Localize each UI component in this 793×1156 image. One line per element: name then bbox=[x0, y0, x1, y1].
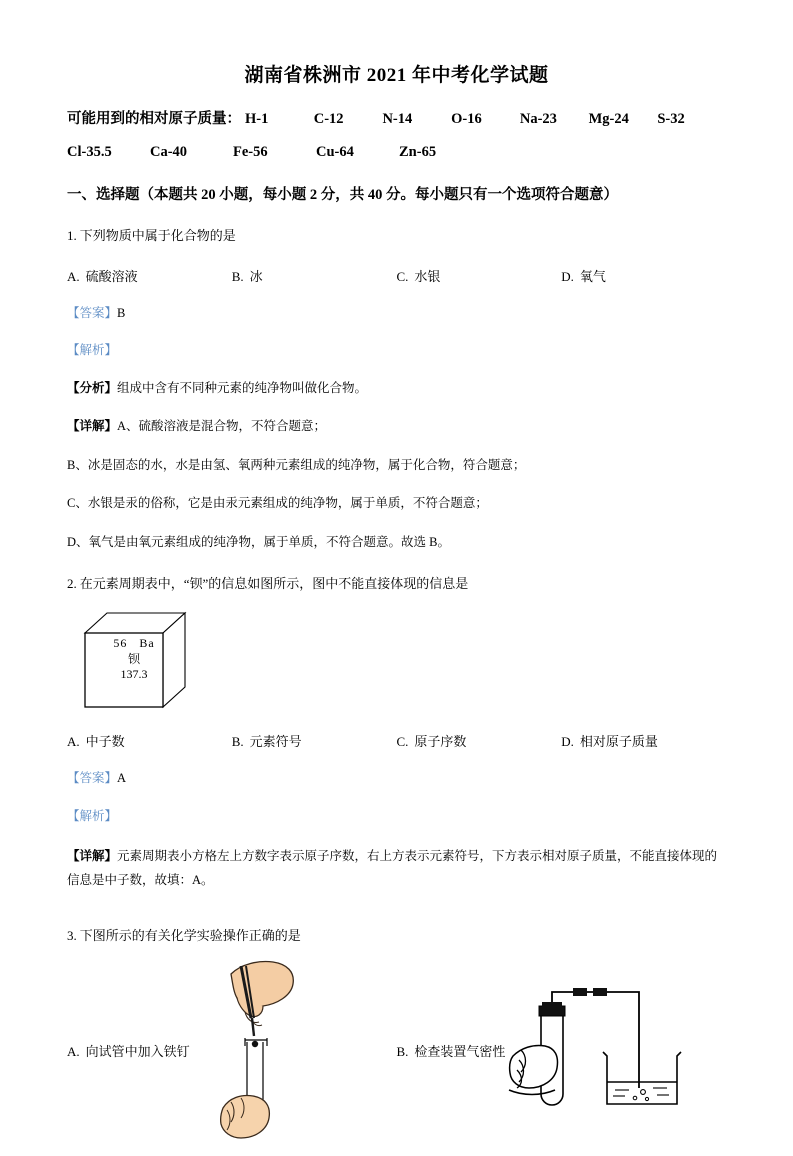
atomic-mass-item: Na-23 bbox=[519, 111, 557, 127]
question-1-stem bbox=[67, 226, 726, 246]
fenxi-marker: 【分析】 bbox=[67, 381, 118, 395]
page-title: 湖南省株洲市 2021 年中考化学试题 bbox=[244, 65, 549, 86]
atomic-mass-item: C-12 bbox=[313, 111, 344, 127]
question-number: 3. bbox=[67, 928, 77, 944]
option-d[interactable] bbox=[561, 266, 726, 285]
question-1-detail-d: D、氧气是由氧元素组成的纯净物，属于单质，不符合题意。故选 B。 bbox=[67, 534, 450, 549]
xiangjie-marker: 【详解】 bbox=[67, 419, 118, 434]
question-text: 下图所示的有关化学实验操作正确的是 bbox=[79, 928, 301, 944]
question-2-detail bbox=[67, 845, 726, 893]
question-3-figures bbox=[67, 956, 726, 1156]
atomic-number: 56 bbox=[113, 636, 128, 651]
atomic-mass-item: Mg-24 bbox=[588, 111, 629, 127]
question-number: 2. bbox=[67, 575, 77, 591]
option-label: D. bbox=[561, 268, 574, 284]
atomic-mass-item: O-16 bbox=[451, 111, 482, 127]
option-a[interactable] bbox=[67, 1041, 397, 1060]
element-relative-mass: 137.3 bbox=[120, 667, 148, 682]
answer-value: A bbox=[117, 771, 127, 786]
element-cube-icon bbox=[77, 611, 192, 711]
question-1-detail-c: C、水银是汞的俗称，它是由汞元素组成的纯净物，属于单质，不符合题意； bbox=[67, 496, 488, 511]
option-text: 相对原子质量 bbox=[579, 734, 658, 750]
answer-value: B bbox=[117, 305, 126, 320]
atomic-mass-line-1 bbox=[67, 107, 726, 128]
xiangjie-marker: 【详解】 bbox=[67, 848, 118, 863]
question-1-analysis bbox=[67, 379, 726, 398]
analysis-marker: 【解析】 bbox=[67, 809, 118, 824]
atomic-mass-label: 可能用到的相对原子质量： bbox=[67, 111, 241, 127]
question-2-answer bbox=[67, 769, 726, 788]
option-label: D. bbox=[561, 734, 574, 750]
question-2-options bbox=[67, 731, 726, 750]
option-label: A. bbox=[67, 734, 80, 750]
option-text: 元素符号 bbox=[249, 734, 302, 750]
option-text: 检查装置气密性 bbox=[414, 1043, 506, 1059]
option-c[interactable] bbox=[397, 731, 562, 750]
option-c[interactable] bbox=[397, 266, 562, 285]
option-a[interactable] bbox=[67, 731, 232, 750]
option-label: C. bbox=[396, 268, 409, 284]
atomic-mass-item: Fe-56 bbox=[233, 144, 268, 160]
element-cube-text bbox=[85, 636, 183, 682]
option-label: C. bbox=[396, 734, 409, 750]
atomic-mass-item: Ca-40 bbox=[150, 144, 188, 160]
question-3-option-labels bbox=[67, 1041, 726, 1060]
option-b[interactable] bbox=[397, 1041, 727, 1060]
question-number: 1. bbox=[67, 228, 77, 243]
answer-marker: 【答案】 bbox=[67, 305, 118, 320]
question-1-options bbox=[67, 266, 726, 285]
option-text: 硫酸溶液 bbox=[85, 268, 138, 284]
option-a[interactable] bbox=[67, 266, 232, 285]
atomic-mass-item: N-14 bbox=[382, 111, 413, 127]
option-label: A. bbox=[67, 268, 80, 284]
question-text: 在元素周期表中，“钡”的信息如图所示，图中不能直接体现的信息是 bbox=[79, 575, 469, 591]
section-heading: 一、选择题（本题共 20 小题，每小题 2 分，共 40 分。每小题只有一个选项符合题意） bbox=[67, 187, 618, 203]
option-text: 冰 bbox=[249, 268, 263, 284]
atomic-mass-line-2 bbox=[67, 144, 726, 161]
option-label: B. bbox=[231, 268, 244, 284]
atomic-mass-item: S-32 bbox=[657, 111, 685, 127]
option-text: 中子数 bbox=[85, 734, 125, 750]
option-text: 原子序数 bbox=[414, 734, 467, 750]
element-box-figure bbox=[67, 611, 726, 711]
analysis-marker: 【解析】 bbox=[67, 343, 118, 358]
element-symbol: Ba bbox=[139, 636, 155, 651]
question-2-stem bbox=[67, 574, 726, 594]
atomic-mass-item: H-1 bbox=[245, 111, 269, 127]
atomic-mass-item: Cl-35.5 bbox=[67, 144, 112, 160]
option-label: B. bbox=[396, 1043, 409, 1059]
detail-text: A、硫酸溶液是混合物，不符合题意； bbox=[117, 419, 327, 434]
question-1-detail-a bbox=[67, 417, 726, 436]
question-1-analysis-marker bbox=[67, 341, 726, 360]
option-text: 氧气 bbox=[579, 268, 606, 284]
question-3-stem bbox=[67, 926, 726, 946]
element-number-symbol bbox=[85, 636, 183, 651]
answer-marker: 【答案】 bbox=[67, 771, 118, 786]
question-1-detail-b: B、冰是固态的水，水是由氢、氧两种元素组成的纯净物，属于化合物，符合题意； bbox=[67, 457, 526, 472]
detail-text: 元素周期表小方格左上方数字表示原子序数，右上方表示元素符号，下方表示相对原子质量，不能直接体现的信息是中子数，故填：A。 bbox=[67, 848, 718, 887]
question-text: 下列物质中属于化合物的是 bbox=[79, 228, 236, 243]
question-2-analysis-marker bbox=[67, 807, 726, 826]
option-label: B. bbox=[231, 734, 244, 750]
option-text: 水银 bbox=[414, 268, 441, 284]
analysis-text: 组成中含有不同种元素的纯净物叫做化合物。 bbox=[117, 381, 368, 395]
option-b[interactable] bbox=[232, 731, 397, 750]
option-b[interactable] bbox=[232, 266, 397, 285]
question-1-answer bbox=[67, 304, 726, 323]
option-text: 向试管中加入铁钉 bbox=[85, 1043, 190, 1059]
element-chinese-name: 钡 bbox=[127, 651, 140, 666]
option-d[interactable] bbox=[561, 731, 726, 750]
atomic-mass-item: Cu-64 bbox=[316, 144, 354, 160]
atomic-mass-item: Zn-65 bbox=[399, 144, 437, 160]
option-label: A. bbox=[67, 1043, 80, 1059]
